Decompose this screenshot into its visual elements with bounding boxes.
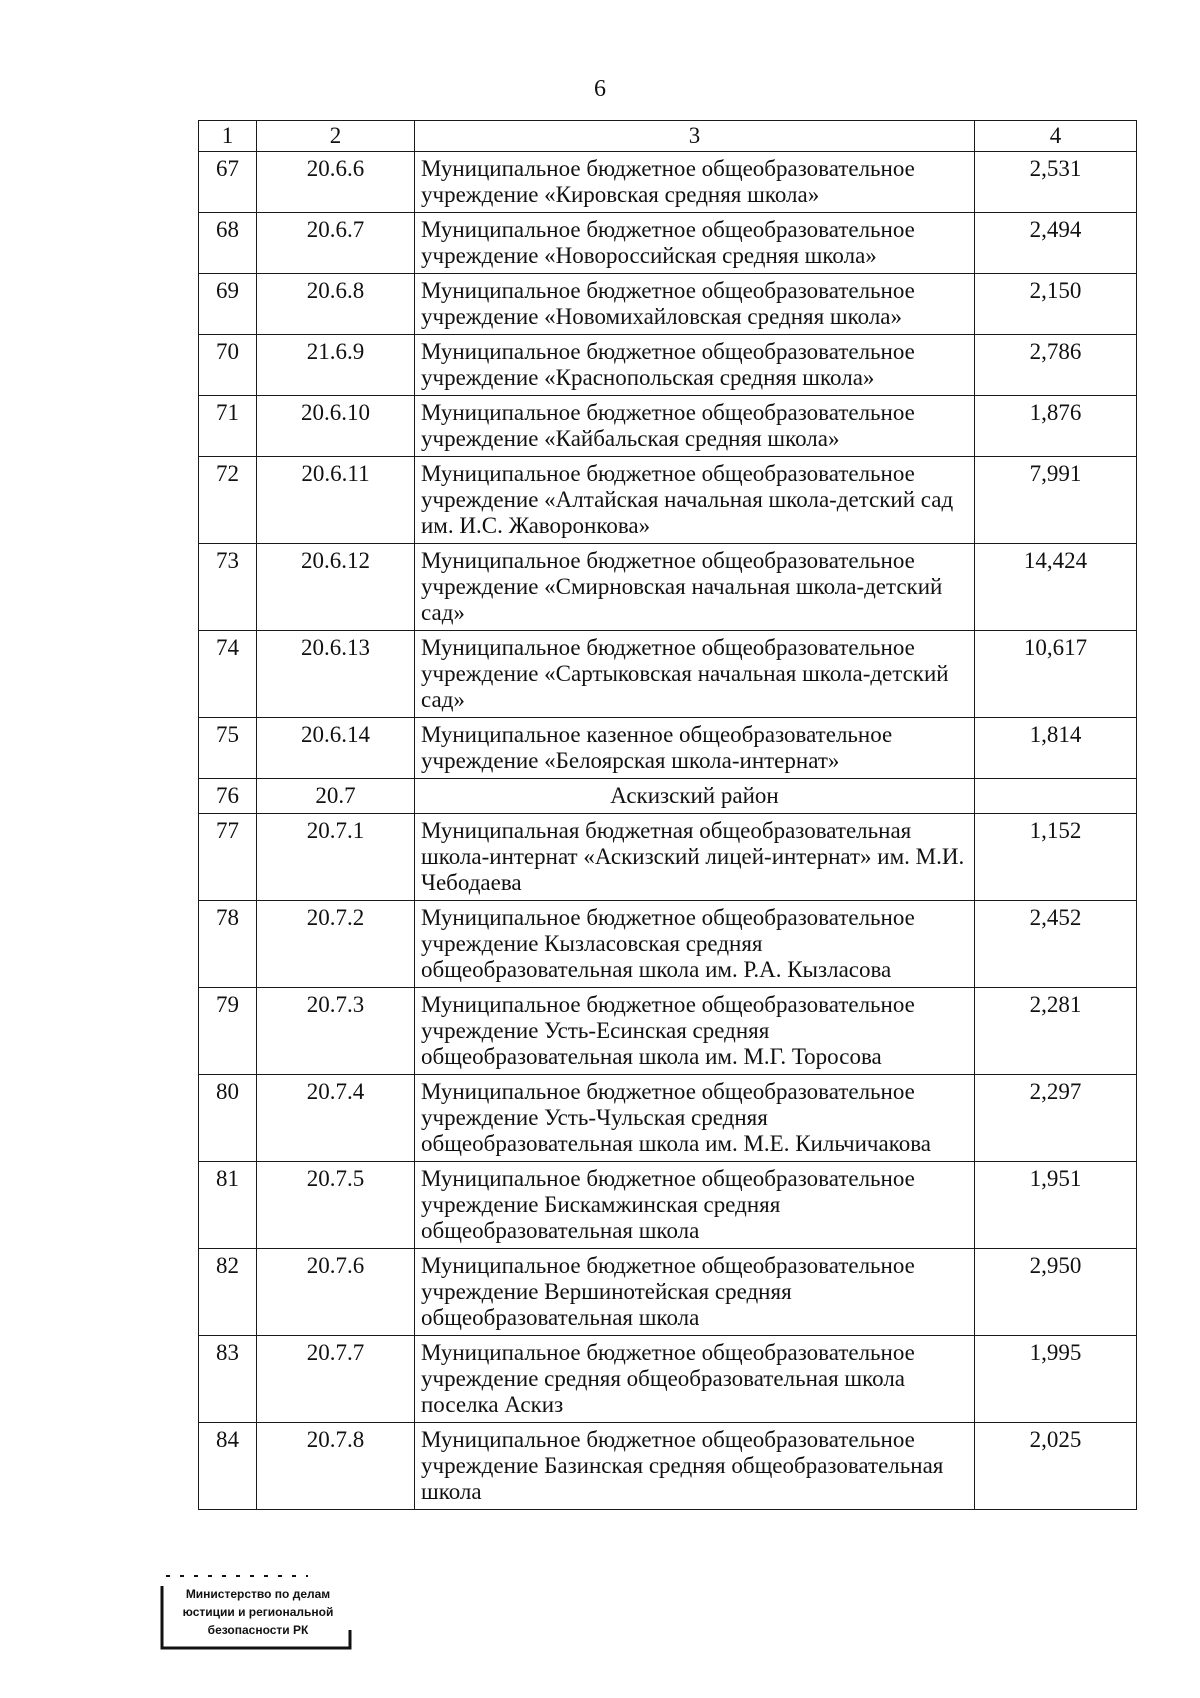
table-row	[199, 457, 1137, 544]
institution-name-cell: Муниципальное бюджетное общеобразовательное учреждение Кызласовская средняя общеобразовательная школа им. Р.А. Кызласова	[415, 901, 975, 988]
table-row	[199, 274, 1137, 335]
table-body	[199, 152, 1137, 1510]
institution-name-cell: Муниципальное бюджетное общеобразовательное учреждение Усть-Есинская средняя общеобразовательная школа им. М.Г. Торосова	[415, 988, 975, 1075]
row-number-cell: 83	[199, 1336, 257, 1423]
row-number-cell: 81	[199, 1162, 257, 1249]
page-number: 6	[594, 76, 606, 102]
row-value-cell: 7,991	[975, 457, 1137, 544]
row-value-cell: 1,876	[975, 396, 1137, 457]
row-value-cell: 2,531	[975, 152, 1137, 213]
row-value-cell: 1,814	[975, 718, 1137, 779]
row-number-cell: 82	[199, 1249, 257, 1336]
table-row	[199, 814, 1137, 901]
row-code-cell: 20.6.12	[257, 544, 415, 631]
stamp-line-2: юстиции и региональной	[182, 1605, 334, 1619]
row-value-cell: 2,281	[975, 988, 1137, 1075]
institution-name-cell: Муниципальное бюджетное общеобразовательное учреждение средняя общеобразовательная школа поселка Аскиз	[415, 1336, 975, 1423]
institution-name-cell: Муниципальное бюджетное общеобразовательное учреждение «Кайбальская средняя школа»	[415, 396, 975, 457]
institution-name-cell: Муниципальное казенное общеобразовательное учреждение «Белоярская школа-интернат»	[415, 718, 975, 779]
row-number-cell: 80	[199, 1075, 257, 1162]
row-code-cell: 20.7.4	[257, 1075, 415, 1162]
section-title-cell: Аскизский район	[415, 779, 975, 814]
table-row	[199, 1423, 1137, 1510]
row-value-cell: 14,424	[975, 544, 1137, 631]
row-number-cell: 84	[199, 1423, 257, 1510]
row-number-cell: 72	[199, 457, 257, 544]
row-number-cell: 70	[199, 335, 257, 396]
row-value-cell: 2,786	[975, 335, 1137, 396]
row-value-cell: 2,150	[975, 274, 1137, 335]
column-header-4: 4	[975, 121, 1137, 152]
row-code-cell: 20.6.11	[257, 457, 415, 544]
row-value-cell: 1,951	[975, 1162, 1137, 1249]
row-number-cell: 73	[199, 544, 257, 631]
row-code-cell: 20.7.5	[257, 1162, 415, 1249]
row-value-cell	[975, 779, 1137, 814]
institution-name-cell: Муниципальное бюджетное общеобразовательное учреждение Базинская средняя общеобразовательная школа	[415, 1423, 975, 1510]
table-header-row	[199, 121, 1137, 152]
row-code-cell: 20.6.6	[257, 152, 415, 213]
row-code-cell: 20.6.14	[257, 718, 415, 779]
row-code-cell: 20.7.7	[257, 1336, 415, 1423]
row-value-cell: 1,152	[975, 814, 1137, 901]
row-code-cell: 20.7.8	[257, 1423, 415, 1510]
table-row	[199, 718, 1137, 779]
institution-name-cell: Муниципальная бюджетная общеобразовательная школа-интернат «Аскизский лицей-интернат» им. М.И. Чебодаева	[415, 814, 975, 901]
row-number-cell: 67	[199, 152, 257, 213]
table-row	[199, 335, 1137, 396]
table-row	[199, 631, 1137, 718]
institution-name-cell: Муниципальное бюджетное общеобразовательное учреждение «Алтайская начальная школа-детский сад им. И.С. Жаворонкова»	[415, 457, 975, 544]
row-value-cell: 2,950	[975, 1249, 1137, 1336]
row-code-cell: 20.6.13	[257, 631, 415, 718]
institution-name-cell: Муниципальное бюджетное общеобразовательное учреждение «Новомихайловская средняя школа»	[415, 274, 975, 335]
row-value-cell: 1,995	[975, 1336, 1137, 1423]
row-code-cell: 21.6.9	[257, 335, 415, 396]
row-value-cell: 10,617	[975, 631, 1137, 718]
institution-name-cell: Муниципальное бюджетное общеобразовательное учреждение «Смирновская начальная школа-детский сад»	[415, 544, 975, 631]
row-number-cell: 77	[199, 814, 257, 901]
table-row	[199, 213, 1137, 274]
section-row	[199, 779, 1137, 814]
row-number-cell: 69	[199, 274, 257, 335]
institution-name-cell: Муниципальное бюджетное общеобразовательное учреждение Бискамжинская средняя общеобразовательная школа	[415, 1162, 975, 1249]
row-number-cell: 68	[199, 213, 257, 274]
row-code-cell: 20.7	[257, 779, 415, 814]
table-row	[199, 988, 1137, 1075]
stamp-line-3: безопасности РК	[207, 1623, 309, 1637]
row-number-cell: 76	[199, 779, 257, 814]
stamp-line-1: Министерство по делам	[185, 1587, 331, 1601]
row-number-cell: 75	[199, 718, 257, 779]
row-code-cell: 20.7.2	[257, 901, 415, 988]
row-code-cell: 20.7.6	[257, 1249, 415, 1336]
row-value-cell: 2,025	[975, 1423, 1137, 1510]
institutions-table	[198, 120, 1137, 1510]
row-code-cell: 20.6.10	[257, 396, 415, 457]
column-header-2: 2	[257, 121, 415, 152]
table-row	[199, 1075, 1137, 1162]
column-header-1: 1	[199, 121, 257, 152]
row-number-cell: 74	[199, 631, 257, 718]
institution-name-cell: Муниципальное бюджетное общеобразовательное учреждение Вершинотейская средняя общеобразовательная школа	[415, 1249, 975, 1336]
row-code-cell: 20.6.8	[257, 274, 415, 335]
row-value-cell: 2,297	[975, 1075, 1137, 1162]
table-row	[199, 1249, 1137, 1336]
table-row	[199, 901, 1137, 988]
row-code-cell: 20.7.3	[257, 988, 415, 1075]
table-row	[199, 152, 1137, 213]
ministry-stamp	[158, 1568, 370, 1656]
institution-name-cell: Муниципальное бюджетное общеобразовательное учреждение «Сартыковская начальная школа-детский сад»	[415, 631, 975, 718]
row-value-cell: 2,494	[975, 213, 1137, 274]
institution-name-cell: Муниципальное бюджетное общеобразовательное учреждение «Новороссийская средняя школа»	[415, 213, 975, 274]
institution-name-cell: Муниципальное бюджетное общеобразовательное учреждение Усть-Чульская средняя общеобразовательная школа им. М.Е. Кильчичакова	[415, 1075, 975, 1162]
column-header-3: 3	[415, 121, 975, 152]
table-row	[199, 544, 1137, 631]
institution-name-cell: Муниципальное бюджетное общеобразовательное учреждение «Кировская средняя школа»	[415, 152, 975, 213]
row-number-cell: 79	[199, 988, 257, 1075]
row-number-cell: 78	[199, 901, 257, 988]
row-code-cell: 20.6.7	[257, 213, 415, 274]
row-value-cell: 2,452	[975, 901, 1137, 988]
table-row	[199, 1162, 1137, 1249]
institution-name-cell: Муниципальное бюджетное общеобразовательное учреждение «Краснопольская средняя школа»	[415, 335, 975, 396]
table-row	[199, 1336, 1137, 1423]
row-number-cell: 71	[199, 396, 257, 457]
row-code-cell: 20.7.1	[257, 814, 415, 901]
table-row	[199, 396, 1137, 457]
